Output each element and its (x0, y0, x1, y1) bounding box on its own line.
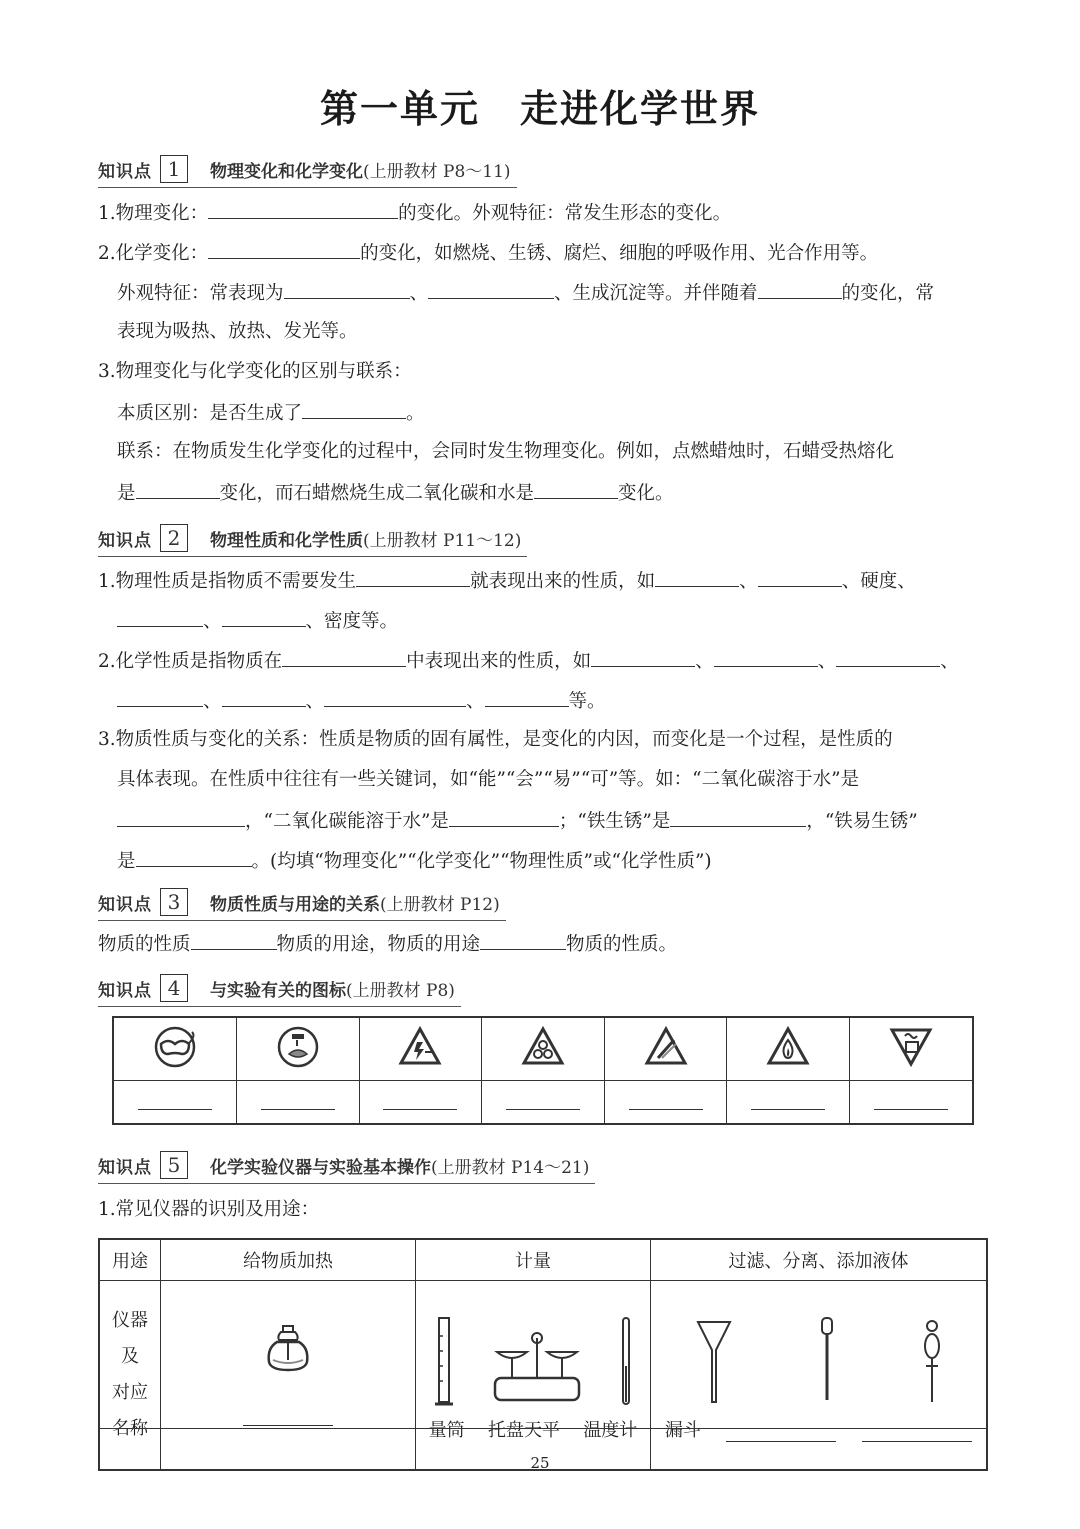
blank[interactable] (758, 566, 842, 587)
kp2-line7: ，“二氧化碳能溶于水”是 ；“铁生锈”是 ，“铁易生锈” (117, 806, 1017, 836)
blank[interactable] (191, 929, 277, 950)
icon-answer-cell[interactable] (727, 1081, 850, 1125)
blank[interactable] (862, 1421, 972, 1442)
blank[interactable] (302, 398, 406, 419)
blank[interactable] (243, 1405, 333, 1426)
blank[interactable] (284, 278, 410, 299)
kp-source: (上册教材 P12) (380, 894, 500, 915)
blank[interactable] (117, 806, 245, 827)
kp3-line1: 物质的性质 物质的用途，物质的用途 物质的性质。 (98, 929, 998, 959)
kp2-line8: 是 。(均填“物理变化”“化学变化”“物理性质”或“化学性质”) (117, 846, 1017, 876)
kp-number: 5 (160, 1151, 188, 1179)
kp1-line6: 本质区别：是否生成了 。 (117, 398, 1017, 428)
icon-answer-cell[interactable] (236, 1081, 359, 1125)
balance-icon (487, 1328, 587, 1408)
kp-number: 4 (160, 974, 188, 1002)
blank[interactable] (485, 686, 569, 707)
kp1-line1: 1.物理变化： 的变化。外观特征：常发生形态的变化。 (98, 198, 998, 228)
kp-tag: 知识点 (98, 980, 152, 1001)
icon-answer-cell[interactable] (359, 1081, 482, 1125)
kp4-heading (98, 970, 461, 1007)
icon-answer-cell[interactable] (482, 1081, 605, 1125)
separatory-funnel-icon (922, 1316, 942, 1408)
kp2-line5: 3.物质性质与变化的关系：性质是物质的固有属性，是变化的内因，而变化是一个过程，是性质的 (98, 729, 893, 750)
kp-tag: 知识点 (98, 530, 152, 551)
flame-icon (727, 1017, 850, 1081)
kp1-line2: 2.化学变化： 的变化，如燃烧、生锈、腐烂、细胞的呼吸作用、光合作用等。 (98, 238, 998, 268)
blank[interactable] (356, 566, 470, 587)
blank[interactable] (726, 1421, 836, 1442)
kp3-heading (98, 884, 506, 921)
blank[interactable] (117, 686, 203, 707)
kp1-line4: 表现为吸热、放热、发光等。 (117, 321, 358, 342)
blank[interactable] (480, 929, 566, 950)
blank[interactable] (591, 646, 695, 667)
blank[interactable] (282, 646, 406, 667)
blank[interactable] (655, 566, 739, 587)
kp1-line7: 联系：在物质发生化学变化的过程中，会同时发生物理变化。例如，点燃蜡烛时，石蜡受热熔化 (117, 441, 895, 462)
funnel-icon (696, 1316, 732, 1408)
kp2-line1: 1.物理性质是指物质不需要发生 就表现出来的性质，如 、 、硬度、 (98, 566, 998, 596)
wash-hands-icon (236, 1017, 359, 1081)
page-title (0, 78, 1080, 133)
kp2-line3: 2.化学性质是指物质在 中表现出来的性质，如 、 、 、 (98, 646, 998, 676)
kp-source: (上册教材 P14～21) (431, 1157, 590, 1178)
cylinder-label: 量筒 (428, 1420, 465, 1441)
blank[interactable] (758, 278, 842, 299)
blank[interactable] (136, 846, 252, 867)
sharp-object-icon (604, 1017, 727, 1081)
electricity-icon (359, 1017, 482, 1081)
page-number: 25 (530, 1454, 550, 1472)
kp-source: (上册教材 P11～12) (363, 530, 522, 551)
kp-title: 与实验有关的图标 (210, 980, 346, 1001)
kp-title: 化学实验仪器与实验基本操作 (210, 1157, 431, 1178)
heat-cell (161, 1281, 416, 1471)
kp2-line6: 具体表现。在性质中往往有一些关键词，如“能”“会”“易”“可”等。如：“二氧化碳溶于水”是 (117, 769, 860, 790)
kp1-line8: 是 变化，而石蜡燃烧生成二氧化碳和水是 变化。 (117, 478, 1017, 508)
thermometer-label: 温度计 (583, 1420, 638, 1441)
blank[interactable] (208, 198, 398, 219)
kp1-heading (98, 151, 517, 188)
thermometer-icon (620, 1316, 632, 1408)
kp2-line4: 、 、 、 等。 (117, 686, 1017, 716)
goggles-icon (113, 1017, 236, 1081)
icon-answer-cell[interactable] (113, 1081, 236, 1125)
kp1-line5: 3.物理变化与化学变化的区别与联系： (98, 361, 412, 382)
instruments-table (98, 1238, 988, 1471)
blank[interactable] (534, 478, 618, 499)
icon-answer-cell[interactable] (850, 1081, 973, 1125)
blank[interactable] (836, 646, 940, 667)
row-label: 仪器 及 对应 名称 (99, 1281, 161, 1471)
header-filter: 过滤、分离、添加液体 (651, 1239, 988, 1281)
kp2-line2: 、 、密度等。 (117, 606, 1017, 636)
kp1-line3: 外观特征：常表现为 、 、生成沉淀等。并伴随着 的变化，常 (117, 278, 1017, 308)
kp2-heading (98, 520, 527, 557)
funnel-label: 漏斗 (664, 1420, 701, 1441)
lab-icons-table (112, 1016, 974, 1125)
balance-label: 托盘天平 (487, 1420, 560, 1441)
icon-answer-cell[interactable] (604, 1081, 727, 1125)
kp-tag: 知识点 (98, 894, 152, 915)
kp-tag: 知识点 (98, 161, 152, 182)
blank[interactable] (208, 238, 360, 259)
measure-cell (416, 1281, 651, 1471)
kp-title: 物理变化和化学变化 (210, 161, 363, 182)
title-part1: 第一单元 (319, 86, 480, 131)
blank[interactable] (449, 806, 559, 827)
kp-source: (上册教材 P8) (346, 980, 455, 1001)
blank[interactable] (117, 606, 203, 627)
header-use: 用途 (99, 1239, 161, 1281)
kp-number: 1 (160, 155, 188, 183)
kp-source: (上册教材 P8～11) (363, 161, 511, 182)
header-measure: 计量 (416, 1239, 651, 1281)
graduated-cylinder-icon (434, 1316, 454, 1408)
kp-number: 3 (160, 888, 188, 916)
kp5-line1: 1.常见仪器的识别及用途： (98, 1199, 320, 1220)
kp-tag: 知识点 (98, 1157, 152, 1178)
kp-title: 物理性质和化学性质 (210, 530, 363, 551)
filter-cell (651, 1281, 988, 1471)
hot-object-icon (850, 1017, 973, 1081)
blank[interactable] (222, 606, 306, 627)
header-heat: 给物质加热 (161, 1239, 416, 1281)
title-part2: 走进化学世界 (520, 86, 761, 131)
blank[interactable] (324, 686, 466, 707)
blank[interactable] (428, 278, 554, 299)
kp-title: 物质性质与用途的关系 (210, 894, 380, 915)
bottom-rule (98, 1428, 988, 1429)
ventilation-icon (482, 1017, 605, 1081)
blank[interactable] (714, 646, 818, 667)
kp-number: 2 (160, 524, 188, 552)
blank[interactable] (222, 686, 306, 707)
dropper-icon (819, 1316, 835, 1408)
alcohol-lamp-icon (263, 1320, 313, 1386)
kp5-heading (98, 1147, 595, 1184)
blank[interactable] (136, 478, 220, 499)
blank[interactable] (670, 806, 806, 827)
